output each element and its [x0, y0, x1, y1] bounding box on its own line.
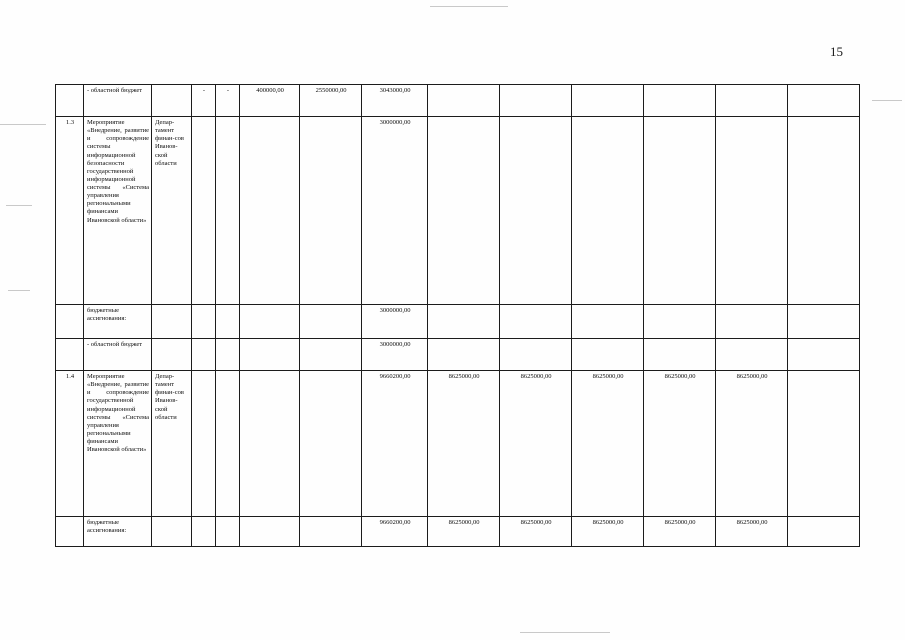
cell-value-3: 3000000,00 [362, 339, 428, 371]
cell-value-6 [572, 117, 644, 305]
scan-artifact-left-1 [0, 124, 46, 125]
cell-value-7 [644, 117, 716, 305]
cell-value-8 [716, 339, 788, 371]
cell-value-5: 8625000,00 [500, 517, 572, 547]
cell-value-2 [300, 117, 362, 305]
cell-value-8 [716, 305, 788, 339]
cell-value-7: 8625000,00 [644, 371, 716, 517]
cell-number [56, 85, 84, 117]
table-row [56, 85, 860, 117]
cell-measure: - областной бюджет [84, 85, 152, 117]
cell-number [56, 305, 84, 339]
cell-value-5 [500, 339, 572, 371]
cell-c5 [216, 371, 240, 517]
cell-value-2 [300, 305, 362, 339]
cell-c5 [216, 517, 240, 547]
cell-value-4 [428, 85, 500, 117]
cell-value-6 [572, 305, 644, 339]
cell-value-9 [788, 117, 860, 305]
cell-value-3: 3043000,00 [362, 85, 428, 117]
cell-value-9 [788, 85, 860, 117]
cell-number: 1.4 [56, 371, 84, 517]
cell-value-3: 9660200,00 [362, 517, 428, 547]
cell-executor [152, 339, 192, 371]
cell-value-4 [428, 339, 500, 371]
table-row [56, 339, 860, 371]
cell-measure: бюджетные ассигнования: [84, 305, 152, 339]
cell-value-1 [240, 371, 300, 517]
cell-value-1 [240, 117, 300, 305]
scan-artifact-left-3 [8, 290, 30, 291]
cell-value-5 [500, 117, 572, 305]
cell-value-3: 3000000,00 [362, 305, 428, 339]
cell-c4: - [192, 85, 216, 117]
cell-value-4: 8625000,00 [428, 371, 500, 517]
budget-table [55, 84, 860, 547]
scan-artifact-left-2 [6, 205, 32, 206]
cell-value-9 [788, 305, 860, 339]
cell-measure: бюджетные ассигнования: [84, 517, 152, 547]
cell-value-2 [300, 371, 362, 517]
cell-value-1: 400000,00 [240, 85, 300, 117]
cell-c5: - [216, 85, 240, 117]
cell-value-8 [716, 85, 788, 117]
cell-number [56, 339, 84, 371]
cell-value-2 [300, 339, 362, 371]
cell-executor: Депар-тамент финан-сов Иванов-ской области [152, 371, 192, 517]
cell-c4 [192, 305, 216, 339]
cell-c5 [216, 339, 240, 371]
cell-measure: - областной бюджет [84, 339, 152, 371]
cell-value-8: 8625000,00 [716, 371, 788, 517]
table-row [56, 117, 860, 305]
cell-value-5 [500, 305, 572, 339]
cell-value-5 [500, 85, 572, 117]
cell-executor [152, 517, 192, 547]
cell-number: 1.3 [56, 117, 84, 305]
scan-artifact-right-1 [872, 100, 902, 101]
cell-value-6: 8625000,00 [572, 517, 644, 547]
cell-measure: Мероприятие «Внедрение, развитие и сопровождение государственной информационной системы «Система управления региональными финансами Ивановской области» [84, 371, 152, 517]
cell-value-8: 8625000,00 [716, 517, 788, 547]
cell-c4 [192, 117, 216, 305]
cell-value-7 [644, 85, 716, 117]
cell-c4 [192, 339, 216, 371]
cell-value-1 [240, 517, 300, 547]
cell-value-5: 8625000,00 [500, 371, 572, 517]
cell-value-1 [240, 339, 300, 371]
cell-value-9 [788, 339, 860, 371]
cell-value-4 [428, 117, 500, 305]
cell-value-1 [240, 305, 300, 339]
table-row [56, 305, 860, 339]
table-row [56, 517, 860, 547]
scan-artifact-bottom [520, 632, 610, 633]
cell-executor [152, 85, 192, 117]
cell-value-7 [644, 305, 716, 339]
cell-measure: Мероприятие «Внедрение, развитие и сопровождение системы информационной безопасности государственной информационной системы «Система управления региональными финансами Ивановской области» [84, 117, 152, 305]
cell-number [56, 517, 84, 547]
cell-value-9 [788, 517, 860, 547]
cell-value-8 [716, 117, 788, 305]
cell-value-2: 2550000,00 [300, 85, 362, 117]
page-number: 15 [830, 44, 843, 59]
cell-c4 [192, 371, 216, 517]
cell-value-6 [572, 339, 644, 371]
cell-value-4: 8625000,00 [428, 517, 500, 547]
cell-value-7: 8625000,00 [644, 517, 716, 547]
cell-value-6 [572, 85, 644, 117]
cell-value-9 [788, 371, 860, 517]
cell-c4 [192, 517, 216, 547]
cell-value-6: 8625000,00 [572, 371, 644, 517]
cell-value-3: 9660200,00 [362, 371, 428, 517]
cell-value-4 [428, 305, 500, 339]
cell-value-3: 3000000,00 [362, 117, 428, 305]
cell-value-7 [644, 339, 716, 371]
cell-executor [152, 305, 192, 339]
table-row [56, 371, 860, 517]
cell-c5 [216, 117, 240, 305]
scan-artifact-top [430, 6, 508, 7]
cell-value-2 [300, 517, 362, 547]
cell-c5 [216, 305, 240, 339]
cell-executor: Депар-тамент финан-сов Иванов-ской области [152, 117, 192, 305]
